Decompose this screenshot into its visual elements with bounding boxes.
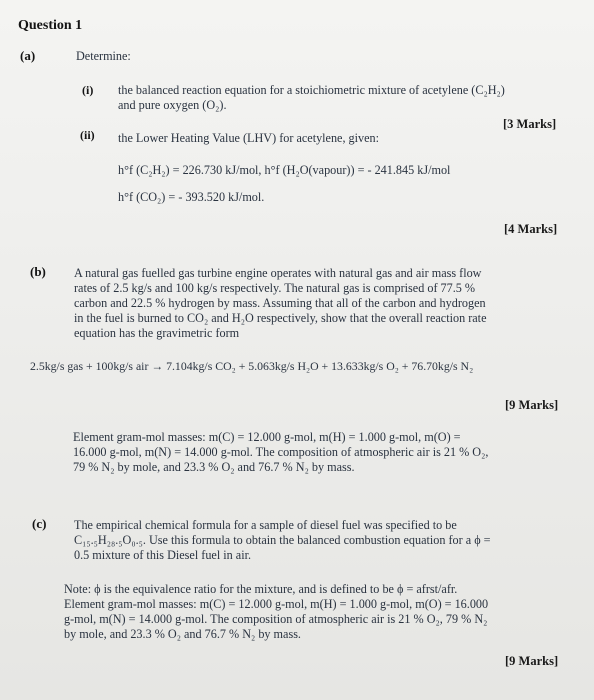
item-ii-label: (ii) <box>80 128 95 142</box>
part-b-line-4: in the fuel is burned to CO₂ and H₂O respectively, show that the overall reaction rate <box>74 311 487 325</box>
part-b-info-line-1: Element gram-mol masses: m(C) = 12.000 g-mol, m(H) = 1.000 g-mol, m(O) = <box>73 430 461 444</box>
part-c-label: (c) <box>32 516 47 531</box>
item-ii-equation-2: h°f (CO₂) = - 393.520 kJ/mol. <box>118 190 265 204</box>
item-i-line2: and pure oxygen (O₂). <box>118 98 227 112</box>
part-c-line-1: The empirical chemical formula for a sample of diesel fuel was specified to be <box>74 518 457 532</box>
part-c-note-line-4: by mole, and 23.3 % O₂ and 76.7 % N₂ by mass. <box>64 627 301 641</box>
item-ii-marks: [4 Marks] <box>504 222 558 236</box>
part-c-note-line-3: g-mol, m(N) = 14.000 g-mol. The composition of atmospheric air is 21 % O₂, 79 % N₂ <box>64 612 488 626</box>
part-c-note-line-1: Note: ϕ is the equivalence ratio for the mixture, and is defined to be ϕ = afrst/afr. <box>64 582 458 596</box>
item-ii-equation-1: h°f (C₂H₂) = 226.730 kJ/mol, h°f (H₂O(vapour)) = - 241.845 kJ/mol <box>118 163 451 177</box>
item-i-marks: [3 Marks] <box>503 117 557 131</box>
part-b-line-2: rates of 2.5 kg/s and 100 kg/s respectively. The natural gas is comprised of 77.5 % <box>74 281 476 295</box>
part-a-determine: Determine: <box>76 49 131 63</box>
item-ii-line1: the Lower Heating Value (LHV) for acetylene, given: <box>118 131 380 145</box>
part-a-label: (a) <box>20 48 36 63</box>
part-b-line-1: A natural gas fuelled gas turbine engine operates with natural gas and air mass flow <box>74 266 482 280</box>
part-c-line-3: 0.5 mixture of this Diesel fuel in air. <box>74 548 252 562</box>
part-c-line-2: C₁₅.₅H₂₈.₅O₀.₅. Use this formula to obtain the balanced combustion equation for a ϕ = <box>74 533 491 547</box>
question-title: Question 1 <box>18 18 83 33</box>
item-i-line1: the balanced reaction equation for a stoichiometric mixture of acetylene (C₂H₂) <box>118 83 505 97</box>
part-b-equation: 2.5kg/s gas + 100kg/s air → 7.104kg/s CO₂ + 5.063kg/s H₂O + 13.633kg/s O₂ + 76.70kg/s N₂ <box>30 359 474 373</box>
part-b-label: (b) <box>30 264 46 279</box>
item-i-label: (i) <box>82 83 94 97</box>
part-b-line-3: carbon and 22.5 % hydrogen by mass. Assuming that all of the carbon and hydrogen <box>74 296 486 310</box>
part-b-info-line-2: 16.000 g-mol, m(N) = 14.000 g-mol. The composition of atmospheric air is 21 % O₂, <box>73 445 489 459</box>
part-b-marks: [9 Marks] <box>505 398 559 412</box>
part-b-line-5: equation has the gravimetric form <box>74 326 240 340</box>
part-b-info-line-3: 79 % N₂ by mole, and 23.3 % O₂ and 76.7 % N₂ by mass. <box>73 460 355 474</box>
part-c-marks: [9 Marks] <box>505 654 559 668</box>
part-c-note-line-2: Element gram-mol masses: m(C) = 12.000 g-mol, m(H) = 1.000 g-mol, m(O) = 16.000 <box>64 597 489 611</box>
